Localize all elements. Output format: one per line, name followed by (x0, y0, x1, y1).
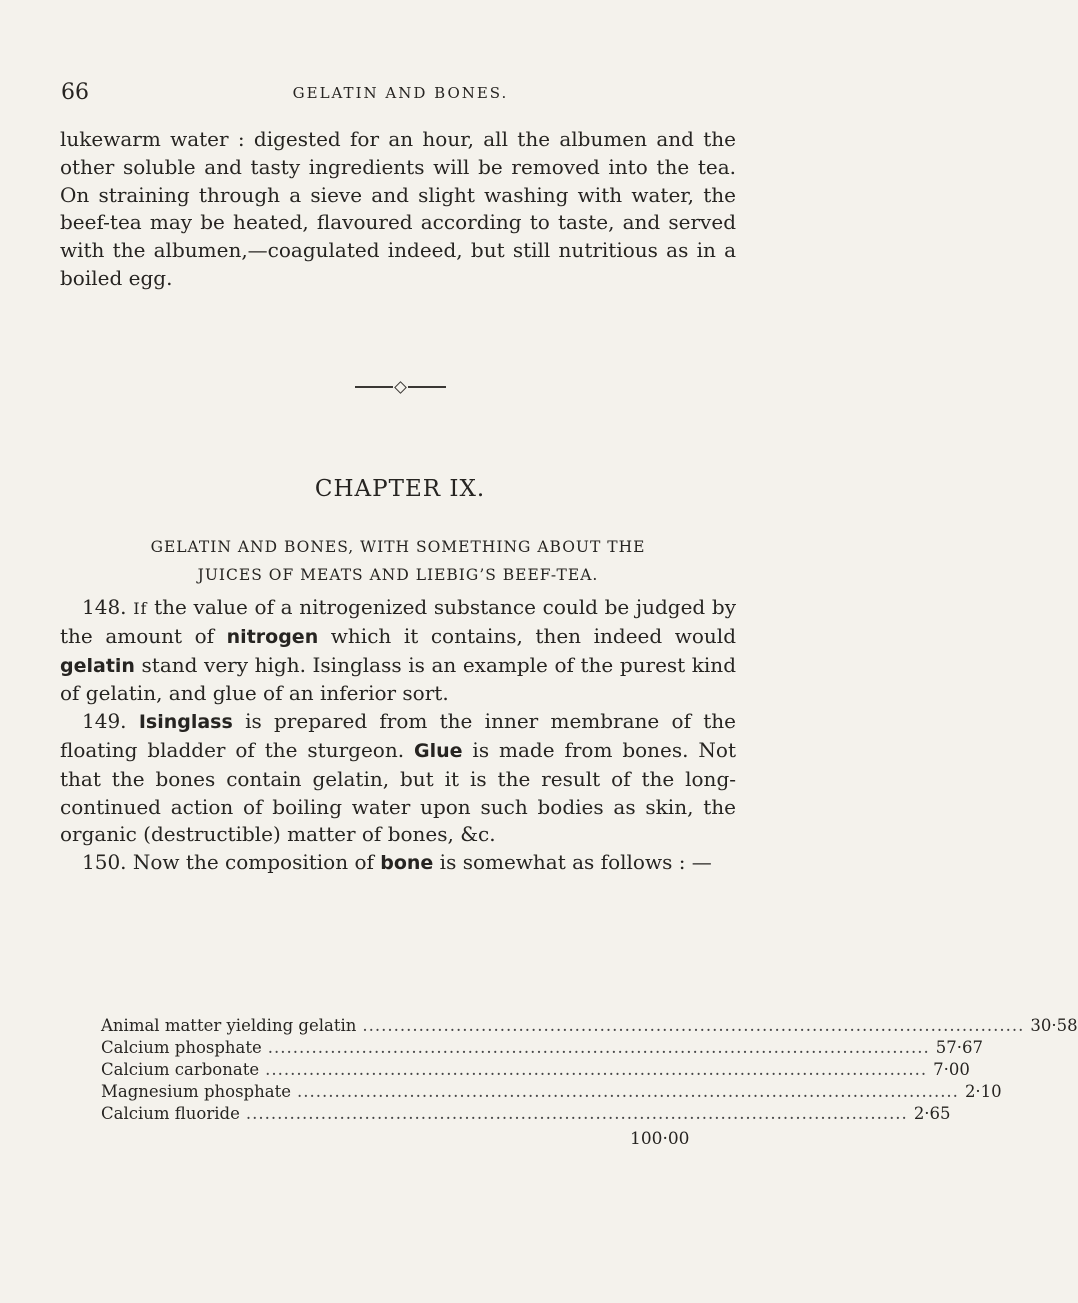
component-label: Magnesium phosphate (101, 1082, 291, 1101)
paragraph-148 (60, 594, 736, 708)
table-row (101, 1038, 984, 1060)
chapter-body (60, 594, 736, 878)
paragraph-number: 148. (82, 595, 127, 619)
paragraph-number: 149. (82, 709, 127, 734)
lead-cap: If (133, 599, 148, 618)
composition-total: 100·00 (630, 1129, 690, 1149)
component-label: Calcium carbonate (101, 1060, 260, 1079)
component-value: 2·65 (913, 1104, 951, 1123)
chapter-subtitle (60, 533, 736, 589)
key-term: gelatin (60, 654, 135, 677)
dot-leader: .......................................................................................................... (267, 1038, 930, 1057)
dot-leader: .......................................................................................................... (245, 1104, 908, 1123)
dot-leader: .......................................................................................................... (265, 1060, 928, 1079)
table-row (101, 1060, 970, 1082)
table-row (101, 1016, 1078, 1038)
paragraph-text: is somewhat as follows : — (433, 850, 712, 875)
component-label: Calcium fluoride (101, 1104, 240, 1123)
paragraph-text: is made from bones. Not that the bones contain gelatin, but it is the result of the long-continued action of boiling water upon such bodies as skin, the organic (destructible) matter of bones, &c. (60, 737, 737, 847)
intro-paragraph-block (60, 126, 736, 293)
paragraph-text: which it contains, then indeed would (318, 623, 736, 648)
paragraph-149 (60, 708, 736, 849)
component-label: Calcium phosphate (101, 1038, 262, 1057)
component-value: 57·67 (935, 1038, 984, 1057)
component-value: 2·10 (964, 1082, 1002, 1101)
chapter-heading: CHAPTER IX. (314, 476, 486, 502)
dot-leader: .......................................................................................................... (296, 1082, 959, 1101)
dot-leader: .......................................................................................................... (362, 1016, 1025, 1035)
key-term: nitrogen (226, 625, 319, 648)
section-divider-ornament (0, 381, 800, 393)
component-value: 7·00 (933, 1060, 970, 1079)
paragraph-150 (60, 849, 736, 878)
paragraph-text: stand very high. Isinglass is an example of the purest kind of gelatin, and glue of an inferior sort. (60, 652, 736, 706)
paragraph-text: Now the composition of (126, 850, 381, 875)
chapter-subtitle-line-1: GELATIN AND BONES, WITH SOMETHING ABOUT THE (150, 538, 646, 556)
key-term: Glue (413, 739, 463, 762)
chapter-subtitle-line-2: JUICES OF MEATS AND LIEBIG’S BEEF-TEA. (197, 566, 599, 584)
page-number: 66 (61, 80, 89, 105)
running-title: GELATIN AND BONES. (292, 84, 509, 102)
key-term: bone (380, 852, 434, 875)
intro-paragraph: lukewarm water : digested for an hour, all the albumen and the other soluble and tasty ingredients will be removed into the tea. On straining through a sieve and slight washing with water, the beef-tea may be heated, flavoured according to taste, and served with the albumen,—coagulated indeed, but still nutritious as in a boiled egg. (60, 127, 736, 290)
page-header (61, 80, 740, 112)
table-row (101, 1082, 1002, 1104)
bone-composition-table (101, 1016, 1078, 1126)
paragraph-number: 150. (82, 850, 127, 875)
paragraph-text: the value of a nitrogenized substance could be judged by the amount of (60, 595, 736, 648)
table-row (101, 1104, 951, 1126)
key-term: Isinglass (138, 711, 233, 734)
component-value: 30·58 (1030, 1016, 1078, 1035)
paragraph-text: is prepared from the inner membrane of the floating bladder of the sturgeon. (60, 709, 737, 762)
component-label: Animal matter yielding gelatin (101, 1016, 357, 1035)
